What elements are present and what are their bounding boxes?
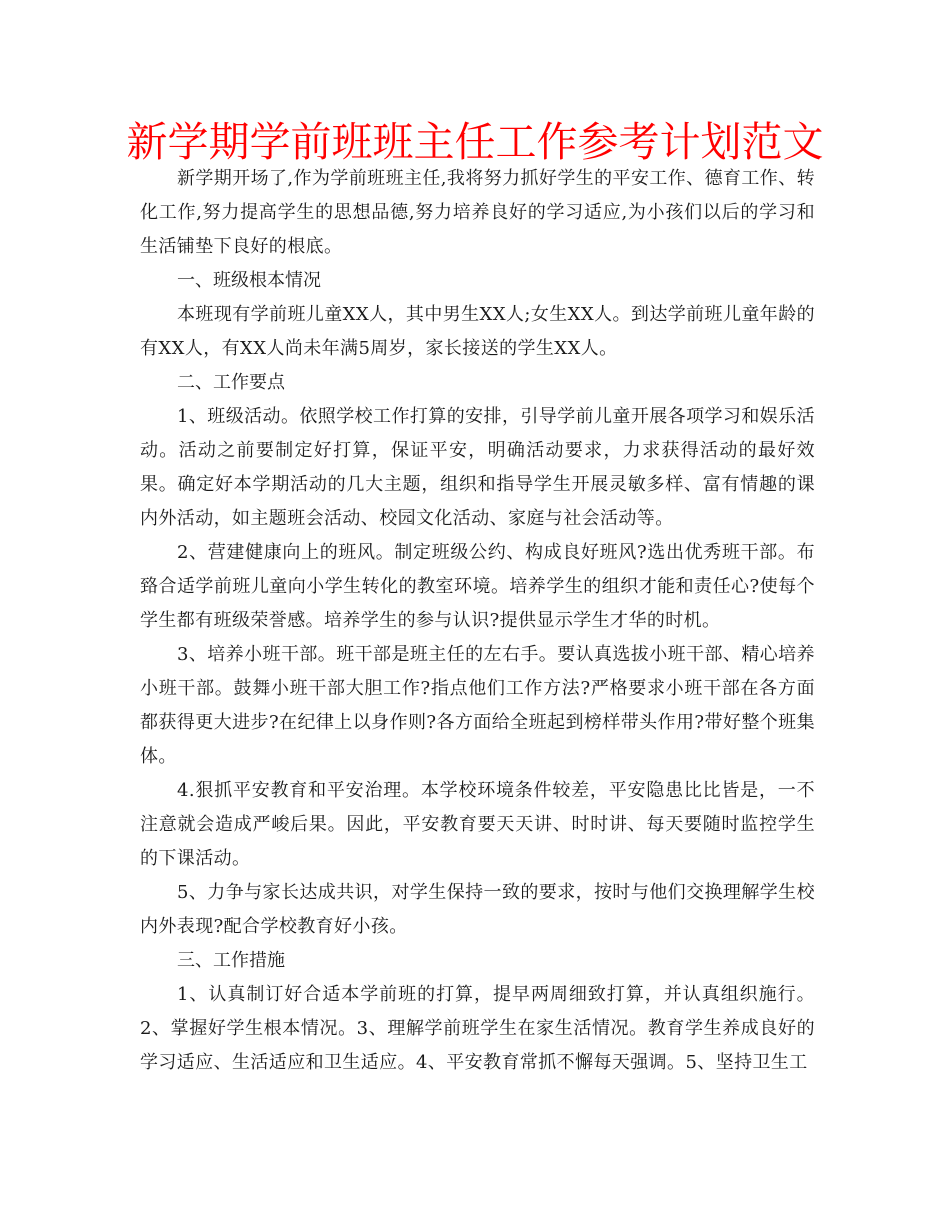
document-body bbox=[140, 162, 815, 1080]
document-title: 新学期学前班班主任工作参考计划范文 bbox=[126, 118, 824, 166]
measures-paragraph: 1、认真制订好合适本学前班的打算，提早两周细致打算，并认真组织施行。2、掌握好学生根本情况。3、理解学前班学生在家生活情况。教育学生养成良好的学习适应、生活适应和卫生适应。4、平安教育常抓不懈每天强调。5、坚持卫生工 bbox=[140, 984, 815, 1073]
work-point-5-paragraph: 5、力争与家长达成共识，对学生保持一致的要求，按时与他们交换理解学生校内外表现?配合学校教育好小孩。 bbox=[140, 882, 815, 937]
section-heading-basic-info: 一、班级根本情况 bbox=[177, 270, 321, 291]
work-point-1-paragraph: 1、班级活动。依照学校工作打算的安排，引导学前儿童开展各项学习和娱乐活动。活动之前要制定好打算，保证平安，明确活动要求，力求获得活动的最好效果。确定好本学期活动的几大主题，组织和指导学生开展灵敏多样、富有情趣的课内外活动，如主题班会活动、校园文化活动、家庭与社会活动等。 bbox=[140, 406, 815, 529]
work-point-3-paragraph: 3、培养小班干部。班干部是班主任的左右手。要认真选拔小班干部、精心培养小班干部。鼓舞小班干部大胆工作?指点他们工作方法?严格要求小班干部在各方面都获得更大进步?在纪律上以身作则?各方面给全班起到榜样带头作用?带好整个班集体。 bbox=[140, 644, 815, 767]
work-point-2-paragraph: 2、营建健康向上的班风。制定班级公约、构成良好班风?选出优秀班干部。布臵合适学前班儿童向小学生转化的教室环境。培养学生的组织才能和责任心?使每个学生都有班级荣誉感。培养学生的参与认识?提供显示学生才华的时机。 bbox=[140, 542, 815, 631]
section-heading-work-points: 二、工作要点 bbox=[177, 372, 285, 393]
class-info-paragraph: 本班现有学前班儿童XX人，其中男生XX人;女生XX人。到达学前班儿童年龄的有XX人，有XX人尚未年满5周岁，家长接送的学生XX人。 bbox=[140, 304, 815, 359]
section-heading-measures: 三、工作措施 bbox=[177, 950, 285, 971]
work-point-4-paragraph: 4.狠抓平安教育和平安治理。本学校环境条件较差，平安隐患比比皆是，一不注意就会造成严峻后果。因此，平安教育要天天讲、时时讲、每天要随时监控学生的下课活动。 bbox=[140, 780, 815, 869]
intro-paragraph: 新学期开场了,作为学前班班主任,我将努力抓好学生的平安工作、德育工作、转化工作,努力提高学生的思想品德,努力培养良好的学习适应,为小孩们以后的学习和生活铺垫下良好的根底。 bbox=[140, 168, 815, 257]
